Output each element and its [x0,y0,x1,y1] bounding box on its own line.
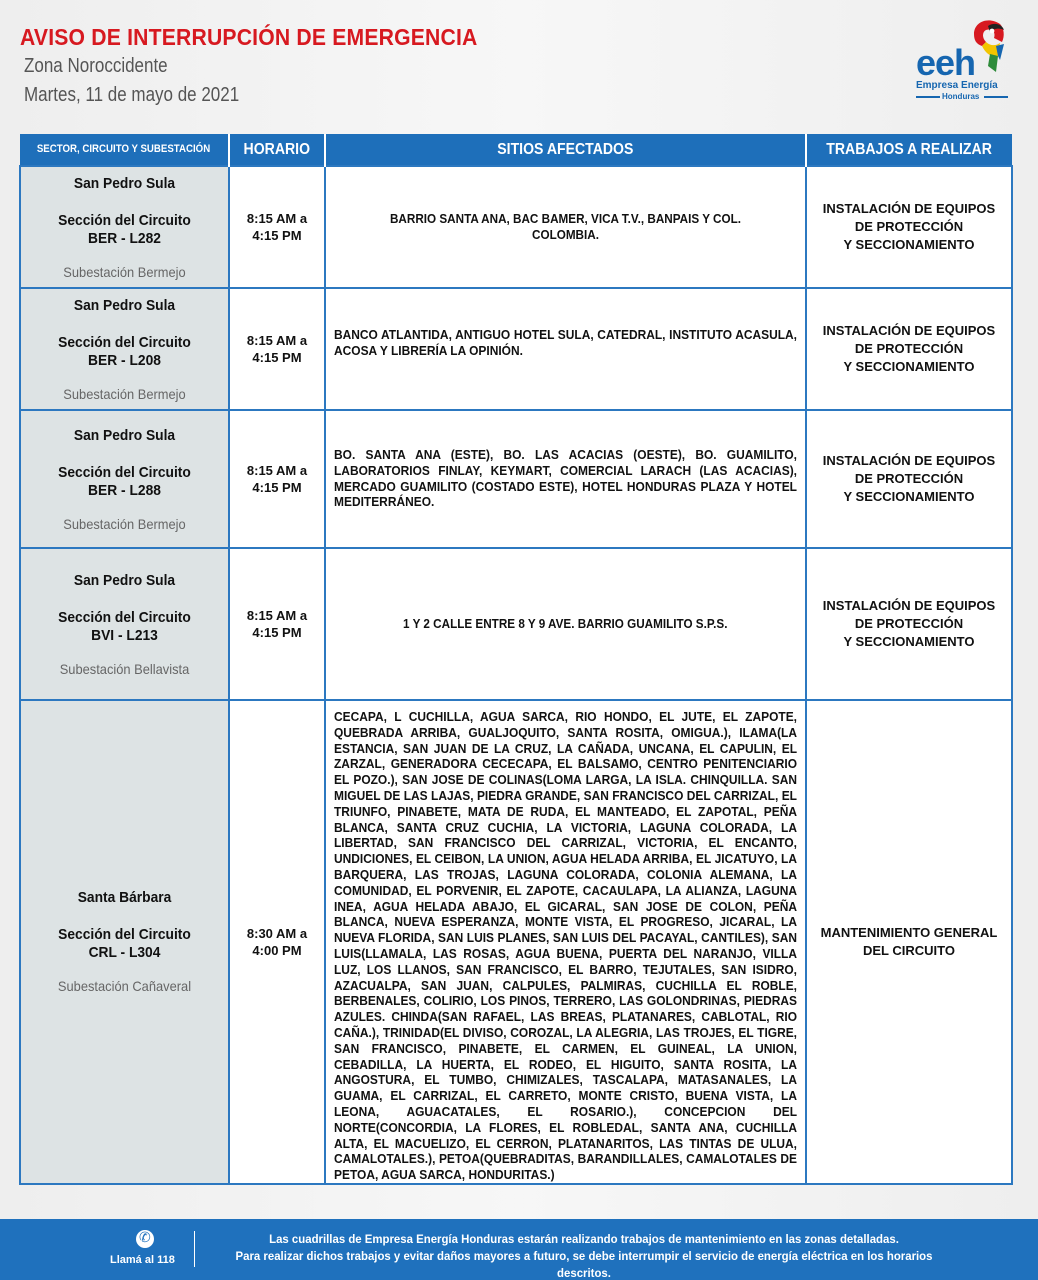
sector-cell [20,166,229,288]
phone-icon [136,1230,154,1248]
work-cell: INSTALACIÓN DE EQUIPOS DE PROTECCIÓN Y SECCIONAMIENTO [806,410,1012,548]
work-cell: INSTALACIÓN DE EQUIPOS DE PROTECCIÓN Y SECCIONAMIENTO [806,548,1012,700]
sector-city: San Pedro Sula [73,174,176,192]
substation-label: Subestación Cañaveral [57,978,192,995]
eeh-logo [912,16,1012,102]
table-row [20,288,1012,410]
substation-label: Subestación Bellavista [59,660,190,677]
schedule-cell: 8:15 AM a 4:15 PM [229,410,325,548]
footer-divider [194,1231,195,1267]
substation-label: Subestación Bermejo [63,515,186,532]
sites-cell: BANCO ATLANTIDA, ANTIGUO HOTEL SULA, CATEDRAL, INSTITUTO ACASULA, ACOSA Y LIBRERÍA LA OPINIÓN. [325,288,806,410]
col-header-sites: SITIOS AFECTADOS [325,134,806,166]
footer-line-1: Las cuadrillas de Empresa Energía Honduras estarán realizando trabajos de mantenimiento en las zonas detalladas. [269,1232,899,1246]
circuit-label: Sección del Circuito BER - L208 [58,333,191,369]
notice-title: AVISO DE INTERRUPCIÓN DE EMERGENCIA [20,24,478,50]
table-row [20,410,1012,548]
schedule-cell: 8:30 AM a 4:00 PM [229,700,325,1184]
col-header-sector: SECTOR, CIRCUITO Y SUBESTACIÓN [20,134,229,166]
sites-cell: CECAPA, L CUCHILLA, AGUA SARCA, RIO HONDO, EL JUTE, EL ZAPOTE, QUEBRADA ARRIBA, GUALJOQUITO, SANTA ROSITA, OMIGUA.), ILAMA(LA ESTANCIA, SAN JUAN DE LA CRUZ, LA CAÑADA, UNCANA, EL CAPULIN, EL ZARZAL, GENERADORA CECECAPA, EL BALSAMO, CENTRO PENITENCIARIO EL POZO.), SAN JOSE DE COLINAS(LOMA LARGA, LA ISLA. CHINQUILLA. SAN MIGUEL DE LAS LAJAS, PIEDRA GRANDE, SAN FRANCISCO DEL CARRIZAL, EL TRIUNFO, PINABETE, MATA DE RUDA, EL MANTEADO, EL ZAPOTAL, PEÑA BLANCA, SANTA CRUZ CUCHIA, LA VICTORIA, LAGUNA COLORADA, LA LIBERTAD, SAN FRANCISCO DEL CARRIZAL, VICTORIA, EL ENCANTO, UNDICIONES, EL CEIBON, LA UNION, AGUA HELADA ARRIBA, EL JICATUYO, LA BARQUERA, LAS TROJAS, LAGUNA COLORADA, COLONIA ALEMANA, LA COMUNIDAD, EL PORVENIR, EL ZAPOTE, CACAULAPA, LA ALIANZA, LAGUNA INEA, AGUA HELADA ABAJO, EL GICARAL, SAN JOSE DE COLON, PEÑA BLANCA, NUEVA ESPERANZA, MONTE VISTA, EL PROGRESO, JICARAL, LA NUEVA FLORIDA, SAN LUIS PLANES, SAN LUIS DEL PACAYAL, CANTILES), SAN LUIS(LLAMALA, LAS ROSAS, AGUA BUENA, PUERTA DEL NARANJO, VILLA LUZ, LOS LLANOS, SAN FRANCISCO, EL BARRO, TEJUTALES, SAN ISIDRO, AZACUALPA, SAN JUAN, CALPULES, PALMIRAS, CUCHILLA EL ROBLE, BERBENALES, COLIRIO, LOS PINOS, TERRERO, LAS GOLONDRINAS, PIEDRAS AZULES. CHINDA(SAN RAFAEL, LAS BREAS, PLATANARES, CABLOTAL, RIO CAÑA.), TRINIDAD(EL DIVISO, COROZAL, LA ALEGRIA, LAS TROJES, EL TIGRE, SAN FRANCISCO, PINABETE, EL CARMEN, EL GUINEAL, LA UNION, CEBADILLA, LA HUERTA, EL RODEO, EL HIGUITO, SANTA ROSITA, LA ANGOSTURA, EL TUMBO, CHIMIZALES, TASCALAPA, MATASANALES, LA GUAMA, EL CARRIZAL, EL CARRETO, MONTE CRISTO, BUENA VISTA, LA LEONA, AGUACATALES, EL ROSARIO.), CONCEPCION DEL NORTE(CONCORDIA, LA FLORES, EL ROBLEDAL, SANTA ANA, CUCHILLA ALTA, EL MACUELIZO, EL CERRON, PLATANARITOS, LAS TINTAS DE ULUA, CAMALOTALES.), PETOA(QUEBRADITAS, BARANDILLALES, CAMALOTALES DE PETOA, AGUA SARCA, HONDURITAS.) [325,700,806,1184]
schedule-cell: 8:15 AM a 4:15 PM [229,288,325,410]
circuit-label: Sección del Circuito BER - L288 [58,463,191,499]
work-cell: MANTENIMIENTO GENERAL DEL CIRCUITO [806,700,1012,1184]
footer-bar [0,1219,1038,1280]
circuit-label: Sección del Circuito CRL - L304 [58,926,191,962]
sector-cell [20,548,229,700]
sites-cell: 1 Y 2 CALLE ENTRE 8 Y 9 AVE. BARRIO GUAMILITO S.P.S. [325,548,806,700]
logo-rule-right [984,96,1008,98]
phone-label[interactable]: Llamá al 118 [110,1254,175,1266]
col-header-schedule: HORARIO [229,134,325,166]
sector-cell [20,410,229,548]
sector-city: San Pedro Sula [73,571,176,589]
logo-company-name: Empresa Energía [916,80,998,91]
date-label: Martes, 11 de mayo de 2021 [24,84,240,106]
work-cell: INSTALACIÓN DE EQUIPOS DE PROTECCIÓN Y SECCIONAMIENTO [806,166,1012,288]
logo-country-name: Honduras [942,92,980,101]
col-header-work: TRABAJOS A REALIZAR [806,134,1012,166]
table-row [20,700,1012,1184]
work-cell: INSTALACIÓN DE EQUIPOS DE PROTECCIÓN Y SECCIONAMIENTO [806,288,1012,410]
table-row [20,166,1012,288]
table-row [20,548,1012,700]
sites-cell: BO. SANTA ANA (ESTE), BO. LAS ACACIAS (OESTE), BO. GUAMILITO, LABORATORIOS FINLAY, KEYMART, COMERCIAL LARACH (LAS ACACIAS), MERCADO GUAMILITO (COSTADO ESTE), HOTEL HONDURAS PLAZA Y HOTEL MEDITERRÁNEO. [325,410,806,548]
table-header-row [20,134,1012,166]
sector-city: Santa Bárbara [77,889,172,907]
sector-city: San Pedro Sula [73,296,176,314]
circuit-label: Sección del Circuito BVI - L213 [58,608,191,644]
footer-line-2: Para realizar dichos trabajos y evitar daños mayores a futuro, se debe interrumpir el servicio de energía eléctrica en los horarios descritos. [235,1249,933,1280]
sector-cell [20,288,229,410]
interruption-table [19,134,1013,1185]
schedule-cell: 8:15 AM a 4:15 PM [229,166,325,288]
footer-notice [204,1231,964,1280]
circuit-label: Sección del Circuito BER - L282 [58,211,191,247]
sector-cell [20,700,229,1184]
substation-label: Subestación Bermejo [63,263,186,280]
zone-label: Zona Noroccidente [24,55,168,77]
logo-wordmark: eeh [916,42,976,83]
logo-rule-left [916,96,940,98]
sites-cell: BARRIO SANTA ANA, BAC BAMER, VICA T.V., BANPAIS Y COL. COLOMBIA. [325,166,806,288]
substation-label: Subestación Bermejo [63,385,186,402]
sector-city: San Pedro Sula [73,426,176,444]
schedule-cell: 8:15 AM a 4:15 PM [229,548,325,700]
